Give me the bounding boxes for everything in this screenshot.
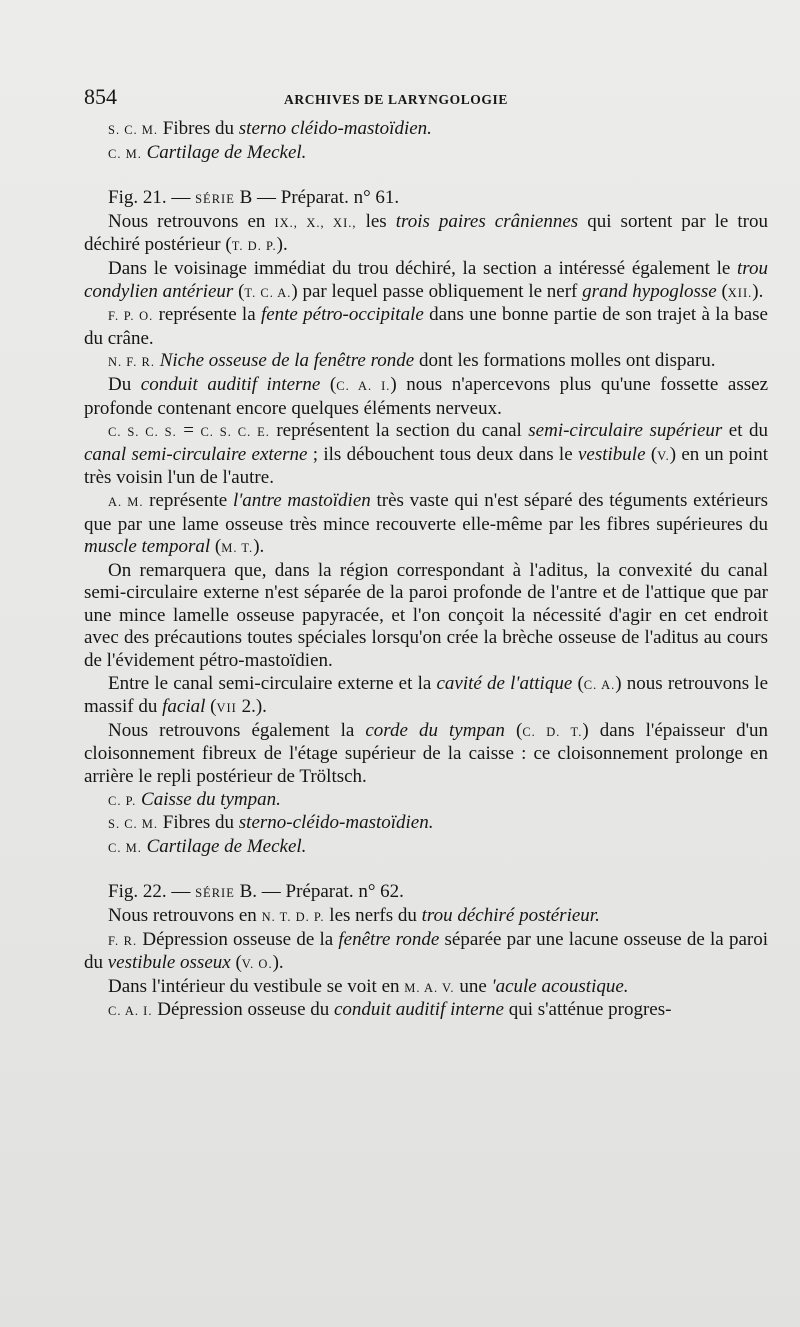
text-run: les (356, 210, 396, 232)
text-run: ( (230, 952, 242, 974)
italic-term: sterno cléido-mastoïdien. (238, 118, 432, 139)
paragraph-p5 (84, 258, 768, 304)
text-run: ). (253, 536, 265, 558)
abbreviation: F. P. O. (108, 309, 154, 324)
running-title: ARCHIVES DE LARYNGOLOGIE (284, 92, 508, 107)
text-run: Dans le voisinage immédiat du trou déchiré, la section a intéressé également le (108, 257, 738, 279)
text-run: qui s'atténue progres- (503, 999, 672, 1021)
italic-term: trou déchiré postérieur. (421, 905, 600, 926)
abbreviation: M. A. V. (404, 980, 455, 995)
italic-term: facial (162, 696, 206, 718)
abbreviation: IX., X., XI., (274, 215, 357, 230)
text-run: Nous retrouvons également la (108, 719, 366, 741)
text-run: Nous retrouvons en (108, 210, 275, 232)
paragraph-p16 (84, 836, 768, 860)
text-run: ( (572, 672, 584, 694)
abbreviation: SÉRIE (195, 192, 235, 207)
text-run: Fig. 21. — (108, 187, 196, 209)
text-run: Fig. 22. — (108, 881, 196, 903)
text-run: ( (233, 280, 245, 302)
text-run: dans une bonne partie de son trajet à la base du crâne. (84, 304, 768, 349)
italic-term: vestibule (577, 443, 646, 465)
paragraph-p12 (84, 673, 768, 720)
italic-term: fente pétro-occipitale (260, 304, 424, 326)
text-run: ) en un point très voisin l'un de l'autre. (84, 443, 768, 489)
abbreviation: C. A. (583, 677, 616, 692)
text-run: Du (108, 373, 141, 395)
italic-term: Caisse du tympan. (141, 788, 281, 810)
text-run: représente la (153, 304, 261, 326)
paragraph-p9 (84, 420, 768, 490)
text-run: ). (276, 234, 288, 256)
italic-term: cavité de l'attique (436, 672, 573, 694)
abbreviation: XII. (727, 285, 753, 300)
paragraph-p10 (84, 490, 768, 560)
text-run: séparée par une lacune osseuse de la paroi du (84, 928, 768, 974)
paragraph-gap (84, 165, 768, 187)
paragraph-p19 (84, 929, 768, 976)
italic-term: conduit auditif interne (140, 373, 321, 395)
italic-term: fenêtre ronde (338, 928, 440, 950)
paragraph-p18 (84, 905, 768, 929)
abbreviation: C. S. C. S. (108, 425, 177, 440)
text-run: ) nous retrouvons le massif du (84, 672, 769, 718)
italic-term: sterno-cléido-mastoïdien. (238, 812, 434, 834)
text-run: Dépression osseuse de la (137, 928, 339, 950)
paragraph-p8 (84, 374, 768, 420)
paragraph-p21 (84, 999, 768, 1023)
text-run: représentent la section du canal (269, 420, 529, 442)
abbreviation: S. C. M. (108, 123, 159, 137)
italic-term: l'antre mastoïdien (232, 489, 371, 511)
text-run: Fibres du (158, 812, 239, 834)
abbreviation: SÉRIE (195, 886, 235, 901)
text-run: ). (752, 280, 764, 302)
italic-term: grand hypoglosse (582, 280, 717, 302)
abbreviation: T. D. P. (231, 239, 277, 254)
text-run: B — Préparat. n° 61. (234, 187, 400, 209)
text-run: Dans l'intérieur du vestibule se voit en (108, 975, 405, 997)
text-run: ; ils débouchent tous deux dans le (307, 443, 578, 465)
abbreviation: C. D. T. (522, 724, 583, 739)
abbreviation: F. R. (108, 933, 138, 948)
text-run: 2.). (236, 696, 267, 718)
abbreviation: C. P. (108, 793, 137, 808)
text-run: les nerfs du (324, 905, 422, 926)
text-run: représente (143, 489, 233, 511)
abbreviation: VII (216, 701, 237, 716)
text-run: ( (210, 536, 222, 558)
paragraph-p14 (84, 789, 768, 813)
paragraph-p4 (84, 211, 768, 258)
abbreviation: T. C. A. (244, 285, 292, 300)
text-run: Fibres du (158, 118, 239, 139)
paragraph-p2 (84, 142, 768, 166)
abbreviation: N. T. D. P. (261, 910, 325, 924)
page-number: 854 (84, 84, 117, 109)
paragraph-p17 (84, 881, 768, 905)
text-run: Nous retrouvons en (108, 905, 262, 926)
abbreviation: C. M. (108, 840, 142, 855)
abbreviation: C. S. C. E. (200, 425, 270, 440)
abbreviation: V. (657, 448, 670, 463)
text-run: ) dans l'épaisseur d'un cloisonnement fibreux de l'étage supérieur de la caisse : ce cloisonnement prolonge en arrière le repli postérieur de Tröltsch. (84, 719, 769, 788)
italic-term: muscle temporal (84, 536, 211, 558)
text-run: une (454, 975, 492, 997)
italic-term: conduit auditif interne (334, 999, 504, 1021)
text-run: ). (272, 952, 284, 974)
text-run: Entre le canal semi-circulaire externe et la (108, 672, 437, 694)
paragraph-p7 (84, 350, 768, 374)
abbreviation: A. M. (108, 494, 144, 509)
text-run: ( (320, 373, 337, 395)
abbreviation: V. O. (241, 957, 273, 972)
italic-term: semi-circulaire supérieur (528, 420, 723, 442)
italic-term: 'acule acoustique. (491, 975, 629, 997)
italic-term: Niche osseuse de la fenêtre ronde (159, 350, 415, 372)
text-run: ) par lequel passe obliquement le nerf (291, 280, 583, 302)
italic-term: vestibule osseux (107, 952, 231, 974)
italic-term: Cartilage de Meckel. (146, 835, 307, 857)
italic-term: trou condylien antérieur (84, 257, 768, 302)
abbreviation: C. M. (108, 146, 142, 161)
paragraph-p11 (84, 560, 768, 673)
text-run: On remarquera que, dans la région correspondant à l'aditus, la convexité du canal semi-circulaire externe n'est séparée de la paroi profonde de l'antre et de l'attique que par une mince lamelle osseuse papyracée, et l'on conçoit la nécessité d'agir en cet endroit avec des précautions toutes spéciales lorsqu'on crée la brèche osseuse de l'aditus au cours de l'évidement pétro-mastoïdien. (84, 559, 768, 672)
abbreviation: S. C. M. (108, 817, 159, 832)
page-header (84, 84, 768, 118)
text-run: ( (716, 280, 728, 302)
italic-term: canal semi-circulaire externe (84, 443, 308, 465)
italic-term: corde du tympan (365, 719, 505, 741)
paragraph-p1 (84, 118, 768, 142)
italic-term: trois paires crâniennes (395, 210, 579, 232)
paragraph-gap (84, 859, 768, 881)
text-run: ( (645, 443, 658, 465)
italic-term: Cartilage de Meckel. (146, 141, 307, 163)
text-run: Dépression osseuse du (152, 999, 334, 1021)
abbreviation: C. A. I. (108, 1004, 153, 1019)
paragraph-p15 (84, 812, 768, 836)
body-text (84, 118, 768, 1023)
abbreviation: M. T. (221, 541, 254, 556)
text-run: ) nous n'apercevons plus qu'une fossette assez profonde contenant encore quelques éléments nerveux. (84, 373, 768, 419)
text-run: très vaste qui n'est séparé des téguments extérieurs que par une lame osseuse très mince recouverte elle-même par les fibres supérieures du (84, 489, 768, 535)
paragraph-p20 (84, 976, 768, 1000)
paragraph-p3 (84, 187, 768, 211)
abbreviation: N. F. R. (108, 355, 155, 370)
paragraph-p6 (84, 304, 768, 350)
abbreviation: C. A. I. (336, 378, 391, 393)
text-run: ( (504, 719, 523, 741)
text-run: et du (722, 420, 768, 442)
paragraph-p13 (84, 720, 768, 789)
text-run: = (176, 420, 201, 442)
text-run: ( (205, 696, 217, 718)
text-run: B. — Préparat. n° 62. (234, 881, 404, 903)
text-run: dont les formations molles ont disparu. (414, 350, 716, 372)
text-run: qui sortent par le trou déchiré postérieur ( (84, 210, 768, 256)
